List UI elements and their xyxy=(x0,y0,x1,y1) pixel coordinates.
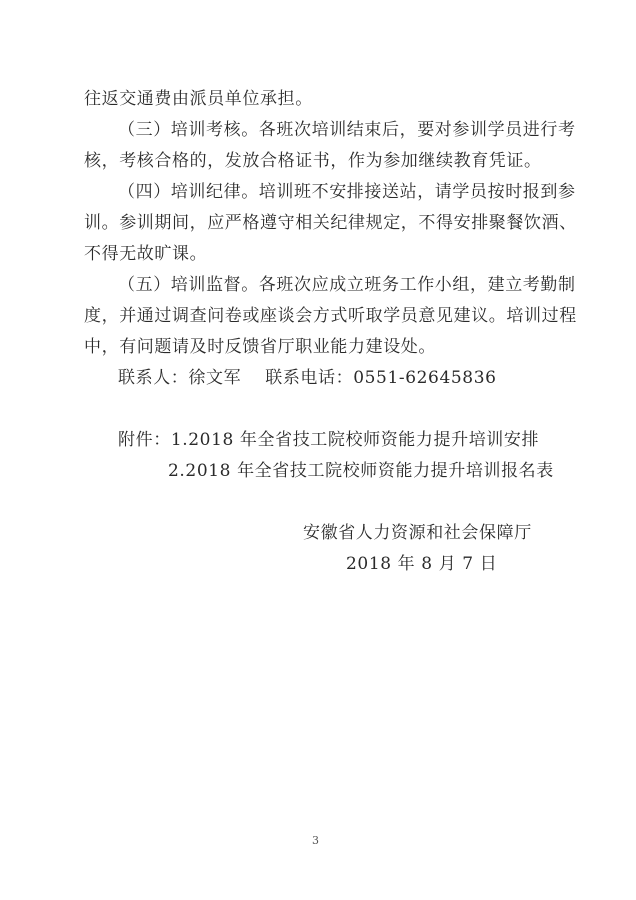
attachment-line-1 xyxy=(118,429,539,451)
body-line-3: 核，考核合格的，发放合格证书，作为参加继续教育凭证。 xyxy=(84,151,542,171)
body-line-9: 中，有问题请及时反馈省厅职业能力建设处。 xyxy=(84,337,436,357)
contact-person-label: 联系人： xyxy=(118,368,189,388)
contact-phone-label: 联系电话： xyxy=(265,368,354,388)
body-line-2: （三）培训考核。各班次培训结束后，要对参训学员进行考 xyxy=(118,120,576,140)
contact-phone: 0551-62645836 xyxy=(353,368,497,388)
issue-date: 2018 年 8 月 7 日 xyxy=(346,554,498,574)
attachment-item-1: 1.2018 年全省技工院校师资能力提升培训安排 xyxy=(170,430,540,450)
body-line-4: （四）培训纪律。培训班不安排接送站，请学员按时报到参 xyxy=(118,182,576,202)
contact-line xyxy=(118,367,497,389)
body-line-5: 训。参训期间，应严格遵守相关纪律规定，不得安排聚餐饮酒、 xyxy=(84,213,577,233)
issuing-organization: 安徽省人力资源和社会保障厅 xyxy=(303,523,532,543)
body-line-1: 往返交通费由派员单位承担。 xyxy=(84,89,313,109)
page-number: 3 xyxy=(312,834,319,847)
body-line-7: （五）培训监督。各班次应成立班务工作小组，建立考勤制 xyxy=(118,275,576,295)
attachment-item-2: 2.2018 年全省技工院校师资能力提升培训报名表 xyxy=(168,461,554,481)
contact-person-name: 徐文军 xyxy=(188,368,242,388)
attachment-label: 附件： xyxy=(118,430,171,450)
body-line-6: 不得无故旷课。 xyxy=(84,244,208,264)
body-line-8: 度，并通过调查问卷或座谈会方式听取学员意见建议。培训过程 xyxy=(84,306,577,326)
